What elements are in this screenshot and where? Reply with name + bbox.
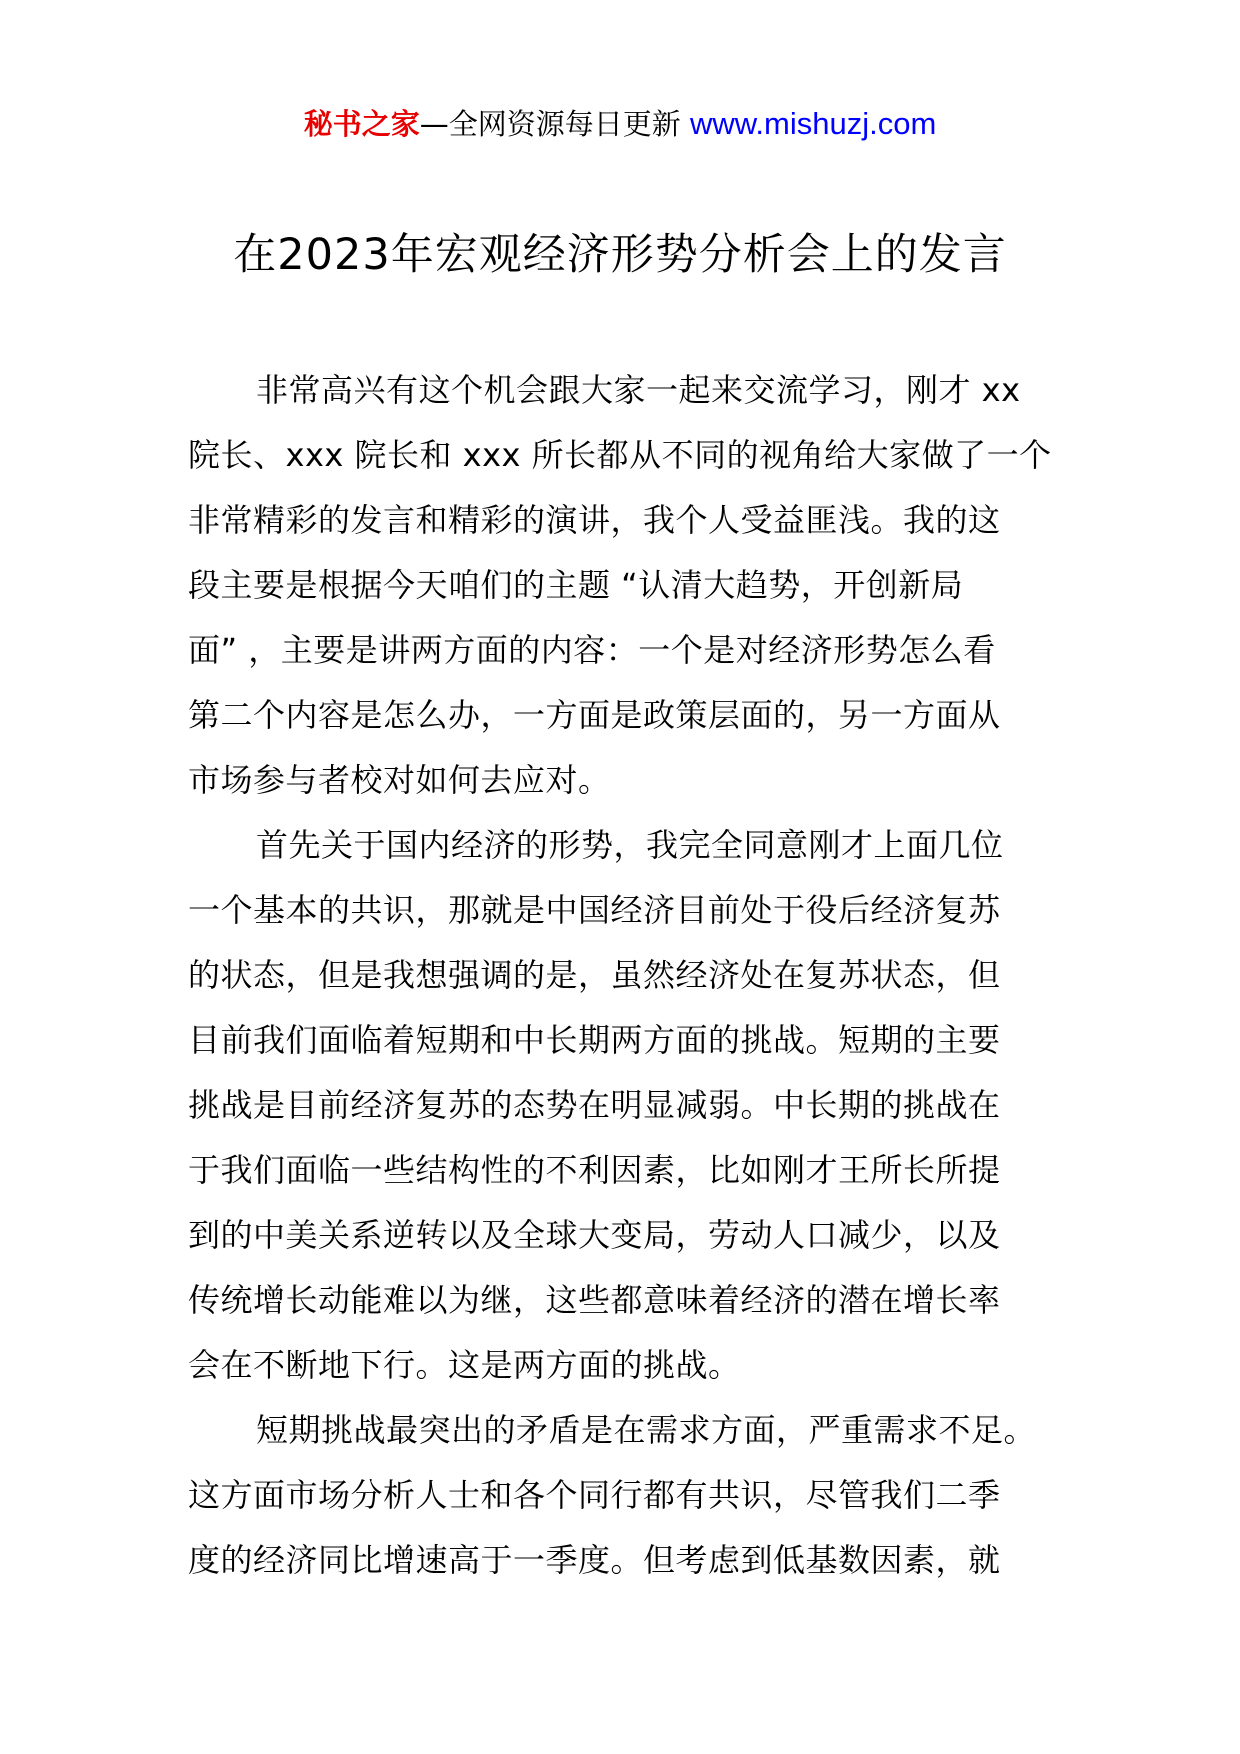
paragraph-2-line: 目前我们面临着短期和中长期两方面的挑战。短期的主要 [188, 1021, 1001, 1059]
paragraph-1-line: 非常高兴有这个机会跟大家一起来交流学习，刚才 xx [256, 371, 1021, 409]
document-title: 在2023年宏观经济形势分析会上的发言 [233, 230, 1007, 280]
paragraph-2-line: 的状态，但是我想强调的是，虽然经济处在复苏状态，但 [188, 956, 1001, 994]
paragraph-3-line: 短期挑战最突出的矛盾是在需求方面，严重需求不足。 [256, 1411, 1037, 1449]
paragraph-1-line: 市场参与者校对如何去应对。 [188, 761, 611, 799]
site-header [0, 102, 1240, 146]
paragraph-1-line: 段主要是根据今天咱们的主题 “认清大趋势，开创新局 [188, 566, 964, 604]
paragraph-2-line: 到的中美关系逆转以及全球大变局，劳动人口减少，以及 [188, 1216, 1001, 1254]
paragraph-1-line: 第二个内容是怎么办，一方面是政策层面的，另一方面从 [188, 696, 1001, 734]
paragraph-2-line: 一个基本的共识，那就是中国经济目前处于役后经济复苏 [188, 891, 1001, 929]
paragraph-2-line: 于我们面临一些结构性的不利因素，比如刚才王所长所提 [188, 1151, 1001, 1189]
site-tagline: —全网资源每日更新 [419, 107, 681, 141]
site-url-link[interactable]: www.mishuzj.com [689, 106, 937, 141]
paragraph-3-line: 这方面市场分析人士和各个同行都有共识，尽管我们二季 [188, 1476, 1001, 1514]
paragraph-2-line: 首先关于国内经济的形势，我完全同意刚才上面几位 [256, 826, 1004, 864]
paragraph-1-line: 非常精彩的发言和精彩的演讲，我个人受益匪浅。我的这 [188, 501, 1001, 539]
site-brand: 秘书之家 [303, 107, 420, 141]
paragraph-3-line: 度的经济同比增速高于一季度。但考虑到低基数因素，就 [188, 1541, 1001, 1579]
paragraph-2-line: 会在不断地下行。这是两方面的挑战。 [188, 1346, 741, 1384]
paragraph-1-line: 面” ，主要是讲两方面的内容：一个是对经济形势怎么看 [188, 631, 996, 669]
paragraph-1-line: 院长、xxx 院长和 xxx 所长都从不同的视角给大家做了一个 [188, 436, 1052, 474]
paragraph-2-line: 挑战是目前经济复苏的态势在明显减弱。中长期的挑战在 [188, 1086, 1001, 1124]
document-body [188, 358, 1068, 1593]
paragraph-2-line: 传统增长动能难以为继，这些都意味着经济的潜在增长率 [188, 1281, 1001, 1319]
